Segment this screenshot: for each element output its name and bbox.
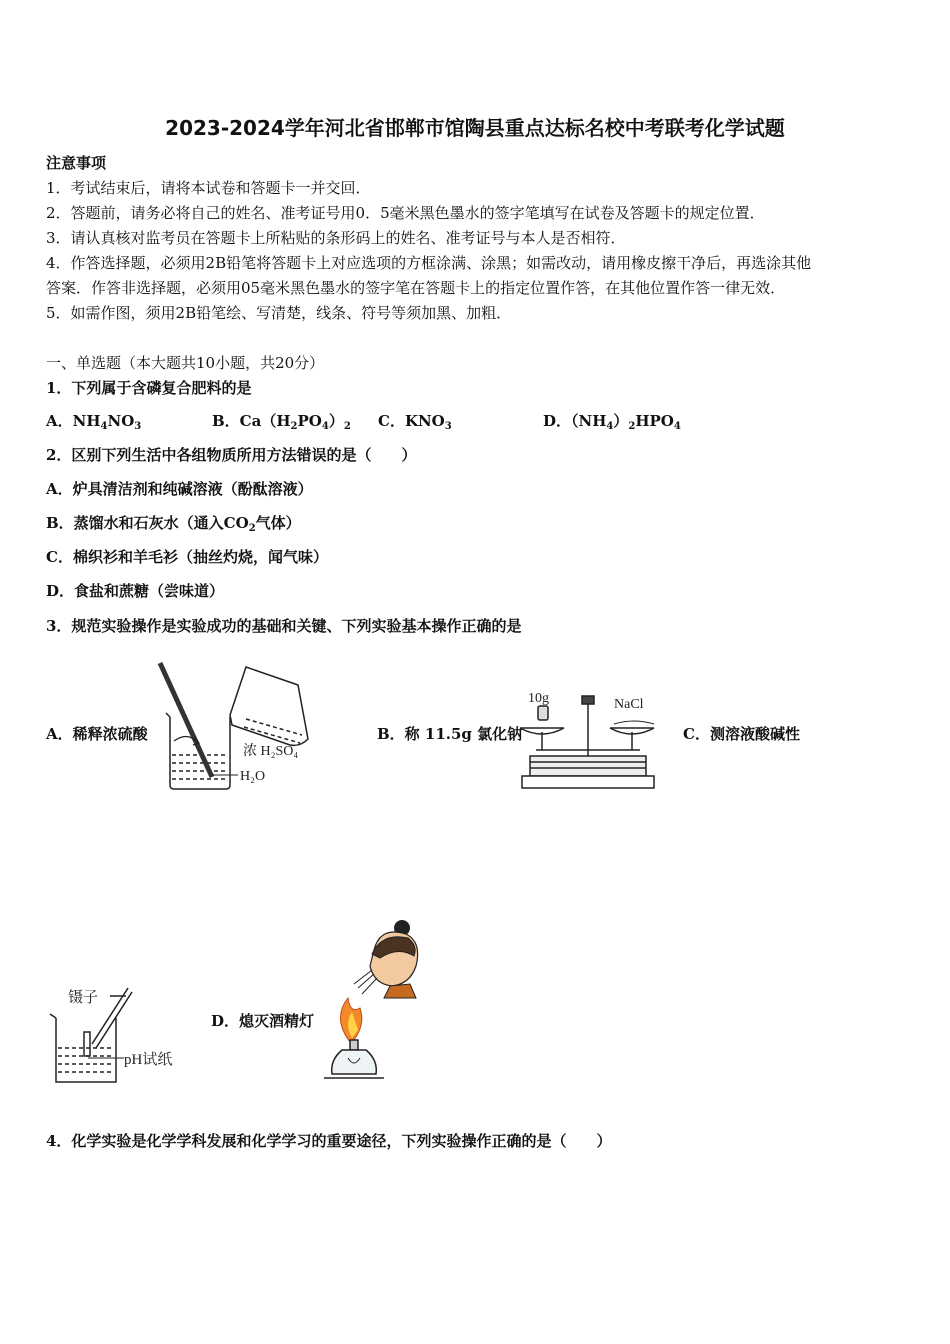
q1-option-b: B．$Ca(H_2PO_4)_2$ <box>212 412 351 432</box>
lamp-body <box>324 1040 384 1078</box>
q3-option-c: C．测溶液酸碱性 <box>683 725 800 743</box>
notice-item-5: 5．如需作图，须用2B铅笔绘、写清楚，线条、符号等须加黑、加粗． <box>46 304 512 322</box>
notice-item-2: 2．答题前，请务必将自己的姓名、准考证号用0．5毫米黑色墨水的签字笔填写在试卷及答题卡的规定位置． <box>46 204 765 222</box>
q2-stem: 2．区别下列生活中各组物质所用方法错误的是（ ） <box>46 446 417 464</box>
figure-dilute-acid <box>150 655 325 795</box>
label-tweezers: 镊子 <box>68 990 99 1006</box>
acid-beaker <box>230 667 308 745</box>
figure-alcohol-lamp <box>322 918 432 1086</box>
q2-option-a: A．炉具清洁剂和纯碱溶液（酚酞溶液） <box>46 480 313 498</box>
q3-option-a: A．稀释浓硫酸 <box>46 725 148 743</box>
q1-option-c: C．$KNO_3$ <box>378 412 452 432</box>
q1-stem: 1．下列属于含磷复合肥料的是 <box>46 379 252 397</box>
figure-balance <box>518 688 658 792</box>
glass-rod <box>160 663 212 777</box>
flame-icon <box>340 998 361 1042</box>
notice-item-1: 1．考试结束后，请将本试卷和答题卡一并交回． <box>46 179 371 197</box>
q1-option-d: D．$(NH_4)_2HPO_4$ <box>543 412 681 432</box>
notice-item-3: 3．请认真核对监考员在答题卡上所粘贴的条形码上的姓名、准考证号与本人是否相符． <box>46 229 626 247</box>
label-h2o: H₂O <box>240 769 266 784</box>
q3-stem: 3．规范实验操作是实验成功的基础和关键、下列实验基本操作正确的是 <box>46 617 522 635</box>
girl-face-icon <box>370 920 418 998</box>
label-10g: 10g <box>528 691 549 706</box>
label-conc-h2so4: 浓 H₂SO₄ <box>243 744 299 759</box>
q2-option-c: C．棉织衫和羊毛衫（抽丝灼烧，闻气味） <box>46 548 328 566</box>
q3-option-d: D．熄灭酒精灯 <box>211 1012 315 1030</box>
page-title: 2023-2024学年河北省邯郸市馆陶县重点达标名校中考联考化学试题 <box>165 116 785 140</box>
notice-item-4-cont: 答案．作答非选择题，必须用05毫米黑色墨水的签字笔在答题卡上的指定位置作答，在其他位置作答一律无效． <box>46 279 786 297</box>
label-ph-paper: pH试纸 <box>124 1052 173 1068</box>
notice-heading: 注意事项 <box>46 154 107 172</box>
section-heading: 一、单选题（本大题共10小题，共20分） <box>46 354 325 372</box>
q4-stem: 4．化学实验是化学学科发展和化学学习的重要途径，下列实验操作正确的是（ ） <box>46 1132 612 1150</box>
label-nacl: NaCl <box>614 697 644 712</box>
figure-ph-test <box>40 984 190 1088</box>
q3-option-b: B．称 11.5g 氯化钠 <box>377 725 523 743</box>
q2-option-d: D．食盐和蔗糖（尝味道） <box>46 582 225 600</box>
q2-option-b: B．蒸馏水和石灰水（通入$CO_2$气体） <box>46 514 301 534</box>
notice-item-4: 4．作答选择题，必须用2B铅笔将答题卡上对应选项的方框涂满、涂黑；如需改动，请用橡皮擦干净后，再选涂其他 <box>46 254 812 272</box>
q1-option-a: A．$NH_4NO_3$ <box>46 412 142 432</box>
